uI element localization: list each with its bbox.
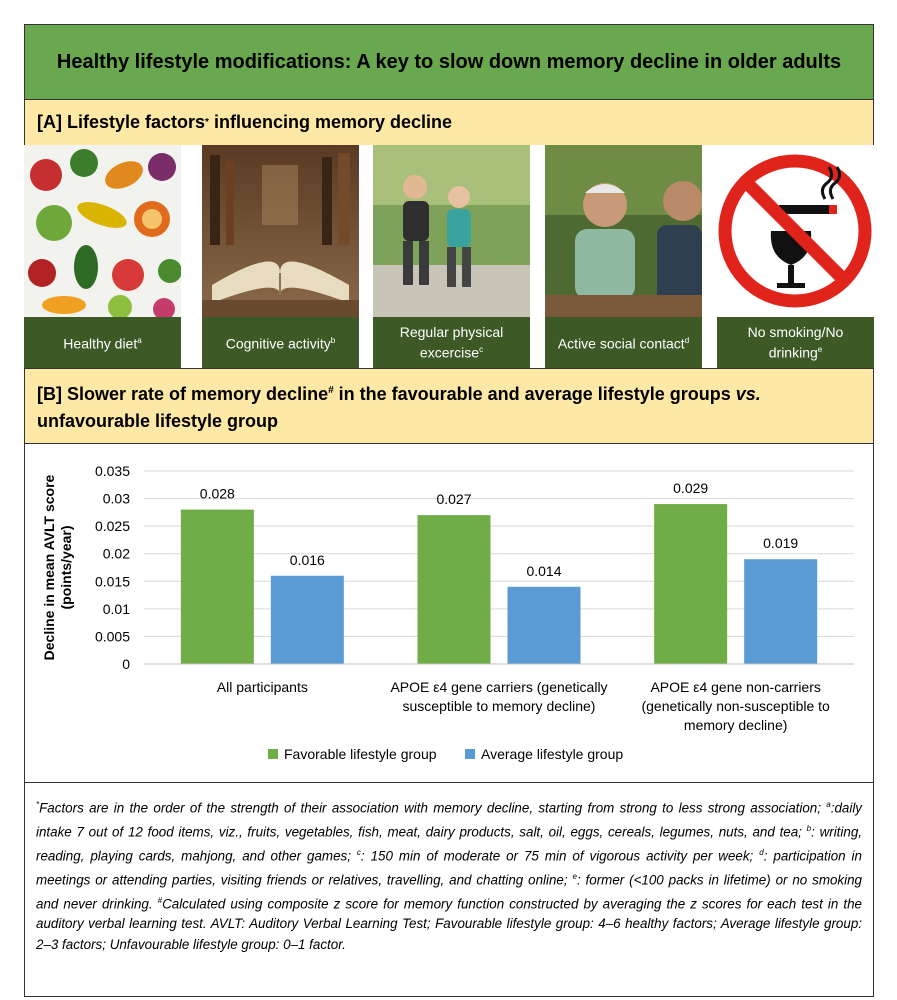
- bar-value-label: 0.016: [289, 551, 325, 568]
- factor-caption-cognitive-activity: Cognitive activity$^b$: [202, 317, 359, 368]
- bar-favorable: [654, 504, 727, 664]
- y-tick-label: 0.02: [102, 545, 130, 562]
- y-tick-label: 0: [122, 656, 130, 672]
- legend-label: Average lifestyle group: [481, 746, 624, 762]
- exercise-photo: [373, 145, 530, 317]
- bar-favorable: [418, 515, 491, 664]
- bar-value-label: 0.028: [199, 485, 235, 502]
- factor-caption-social-contact: Active social contact$^d$: [545, 317, 702, 368]
- section-a-heading: [24, 100, 874, 145]
- y-tick-label: 0.005: [94, 628, 130, 645]
- section-a-heading-rest: influencing memory decline: [208, 112, 453, 132]
- bar-value-label: 0.014: [526, 562, 562, 579]
- y-tick-label: 0.025: [94, 518, 130, 535]
- social-photo: [545, 145, 702, 317]
- factor-caption-healthy-diet: Healthy diet$^a$: [24, 317, 181, 368]
- y-tick-label: 0.035: [94, 463, 130, 479]
- y-tick-label: 0.03: [102, 490, 130, 507]
- y-tick-label: 0.015: [94, 573, 130, 590]
- x-category-label: APOE ε4 gene carriers (genetically susceptible to memory decline): [390, 679, 608, 714]
- bar-value-label: 0.019: [763, 535, 799, 552]
- section-b-heading: [B] Slower rate of memory decline# in the favourable and average lifestyle groups vs. unfavourable lifestyle group: [24, 368, 874, 444]
- book-photo: [202, 145, 359, 317]
- poster-title: Healthy lifestyle modifications: A key to slow down memory decline in older adults: [24, 24, 874, 100]
- vegetables-photo: [24, 145, 181, 317]
- legend-label: Favorable lifestyle group: [284, 746, 437, 762]
- legend-swatch-average: [465, 749, 475, 759]
- bar-value-label: 0.027: [436, 491, 472, 508]
- x-category-label: All participants: [216, 679, 308, 695]
- x-category-label: APOE ε4 gene non-carriers (genetically non-susceptible to memory decline): [641, 679, 830, 733]
- no-smoking-drinking-sign: [717, 145, 874, 317]
- bar-average: [271, 576, 344, 664]
- y-tick-label: 0.01: [102, 600, 130, 617]
- factor-caption-physical-exercise: Regular physical excercise$^c$: [373, 317, 530, 368]
- bar-average: [508, 587, 581, 664]
- footnote: *Factors are in the order of the strength of their association with memory decline, starting from strong to less strong association; $^a$:daily intake 7 out of 12 food items, viz., fruits, vegetables, fish, meat, dairy products, salt, oil, eggs, cereals, legumes, nuts, and tea; $^b$: writing, reading, playing cards, mahjong, and other games; $^c$: 150 min of moderate or 75 min of vigorous activity per week; $^d$: participation in meetings or attending parties, visiting friends or relatives, travelling, and chatting online; $^e$: former (<100 packs in lifetime) or no smoking and never drinking. #Calculated using composite z score for memory function constructed by averaging the z scores for each test in the auditory verbal learning test. AVLT: Auditory Verbal Learning Test; Favourable lifestyle group: 4–6 healthy factors; Average lifestyle group: 2–3 factors; Unfavourable lifestyle group: 0–1 factor.: [24, 782, 874, 997]
- bar-average: [744, 559, 817, 664]
- bar-chart: [24, 444, 874, 782]
- y-axis-label: Decline in mean AVLT score(points/year): [41, 474, 74, 661]
- bar-chart-svg: [24, 444, 874, 782]
- bar-favorable: [181, 510, 254, 664]
- legend-swatch-favorable: [268, 749, 278, 759]
- factor-caption-no-smoking-drinking: No smoking/No drinking$^e$: [717, 317, 874, 368]
- bar-value-label: 0.029: [673, 480, 709, 497]
- section-a-heading-mark: *: [205, 117, 209, 128]
- section-a-heading-text: [A] Lifestyle factors: [37, 112, 206, 132]
